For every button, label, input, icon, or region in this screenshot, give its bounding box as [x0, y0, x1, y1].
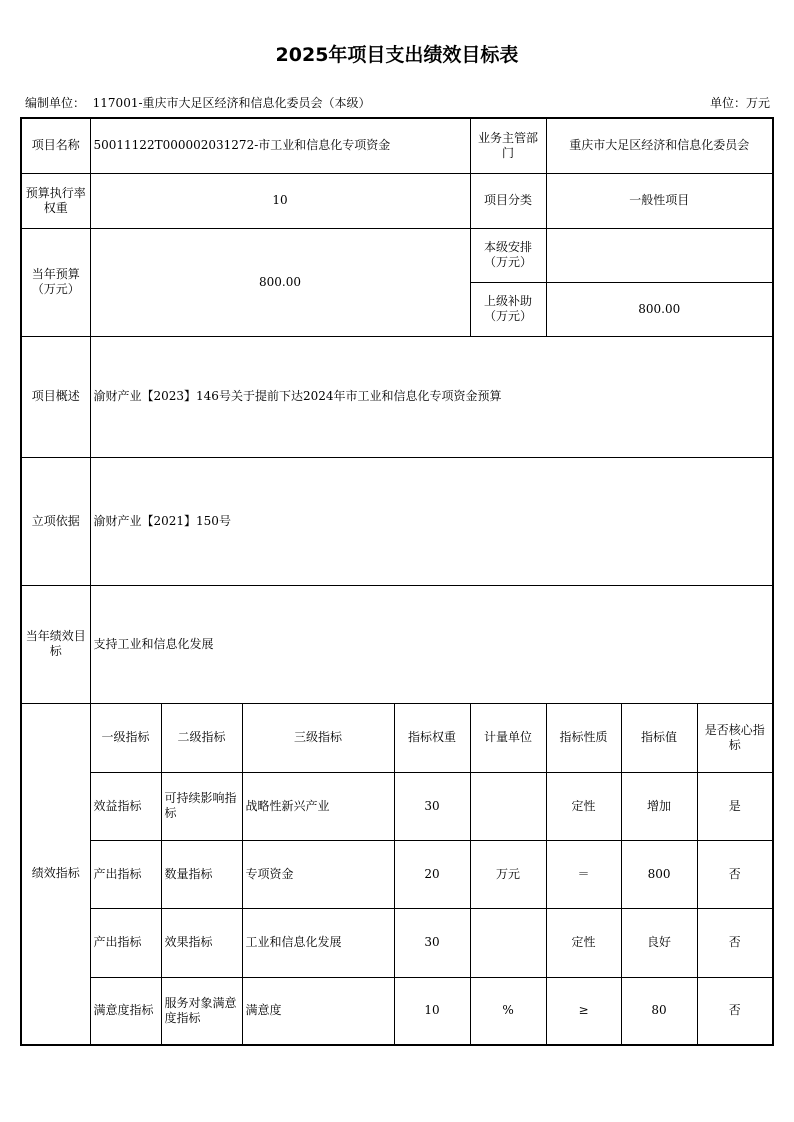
- row1-unit: [470, 772, 546, 840]
- goal-label: 当年绩效目标: [21, 585, 90, 703]
- header-weight: 指标权重: [394, 703, 470, 772]
- row2-core: 否: [697, 840, 773, 908]
- row2-nature: ＝: [546, 840, 621, 908]
- unit-note: 单位：万元: [709, 96, 770, 110]
- row1-core: 是: [697, 772, 773, 840]
- basis-value: 渝财产业【2021】150号: [90, 457, 773, 585]
- page-title: 2025年项目支出绩效目标表: [275, 44, 519, 66]
- local-value: [546, 228, 773, 282]
- overview-value: 渝财产业【2023】146号关于提前下达2024年市工业和信息化专项资金预算: [90, 336, 773, 457]
- project-name-value: 50011122T000002031272-市工业和信息化专项资金: [90, 118, 470, 173]
- row3-value: 良好: [621, 908, 697, 977]
- upper-value: 800.00: [546, 282, 773, 336]
- header-level3: 三级指标: [242, 703, 394, 772]
- weight-value: 10: [90, 173, 470, 228]
- org-value: 117001-重庆市大足区经济和信息化委员会（本级）: [92, 96, 371, 110]
- budget-label: 当年预算（万元）: [21, 228, 90, 336]
- row1-level2: 可持续影响指标: [161, 772, 242, 840]
- row3-core: 否: [697, 908, 773, 977]
- header-unit: 计量单位: [470, 703, 546, 772]
- local-label: 本级安排（万元）: [470, 228, 546, 282]
- goal-value: 支持工业和信息化发展: [90, 585, 773, 703]
- performance-table: [20, 117, 774, 1046]
- row1-value: 增加: [621, 772, 697, 840]
- row4-weight: 10: [394, 977, 470, 1045]
- dept-label: 业务主管部门: [470, 118, 546, 173]
- row1-level3: 战略性新兴产业: [242, 772, 394, 840]
- row4-core: 否: [697, 977, 773, 1045]
- row2-level1: 产出指标: [90, 840, 161, 908]
- row3-weight: 30: [394, 908, 470, 977]
- upper-label: 上级补助（万元）: [470, 282, 546, 336]
- basis-label: 立项依据: [21, 457, 90, 585]
- header-level1: 一级指标: [90, 703, 161, 772]
- indicators-section-label: 绩效指标: [21, 703, 90, 1045]
- table-row: [21, 977, 773, 1045]
- project-name-label: 项目名称: [21, 118, 90, 173]
- row2-weight: 20: [394, 840, 470, 908]
- row1-nature: 定性: [546, 772, 621, 840]
- row4-value: 80: [621, 977, 697, 1045]
- header-nature: 指标性质: [546, 703, 621, 772]
- category-label: 项目分类: [470, 173, 546, 228]
- row3-level3: 工业和信息化发展: [242, 908, 394, 977]
- row4-level2: 服务对象满意度指标: [161, 977, 242, 1045]
- row2-level3: 专项资金: [242, 840, 394, 908]
- row3-unit: [470, 908, 546, 977]
- row4-nature: ≥: [546, 977, 621, 1045]
- table-row: [21, 908, 773, 977]
- header-value: 指标值: [621, 703, 697, 772]
- org-label: 编制单位：: [25, 96, 86, 110]
- row2-level2: 数量指标: [161, 840, 242, 908]
- row4-level3: 满意度: [242, 977, 394, 1045]
- category-value: 一般性项目: [546, 173, 773, 228]
- dept-value: 重庆市大足区经济和信息化委员会: [546, 118, 773, 173]
- row3-level1: 产出指标: [90, 908, 161, 977]
- row2-unit: 万元: [470, 840, 546, 908]
- budget-value: 800.00: [90, 228, 470, 336]
- row3-level2: 效果指标: [161, 908, 242, 977]
- row4-level1: 满意度指标: [90, 977, 161, 1045]
- header-core: 是否核心指标: [697, 703, 773, 772]
- weight-label: 预算执行率权重: [21, 173, 90, 228]
- row1-weight: 30: [394, 772, 470, 840]
- row2-value: 800: [621, 840, 697, 908]
- row3-nature: 定性: [546, 908, 621, 977]
- table-row: [21, 840, 773, 908]
- header-level2: 二级指标: [161, 703, 242, 772]
- org-line: [25, 94, 371, 111]
- row4-unit: %: [470, 977, 546, 1045]
- overview-label: 项目概述: [21, 336, 90, 457]
- table-row: [21, 772, 773, 840]
- row1-level1: 效益指标: [90, 772, 161, 840]
